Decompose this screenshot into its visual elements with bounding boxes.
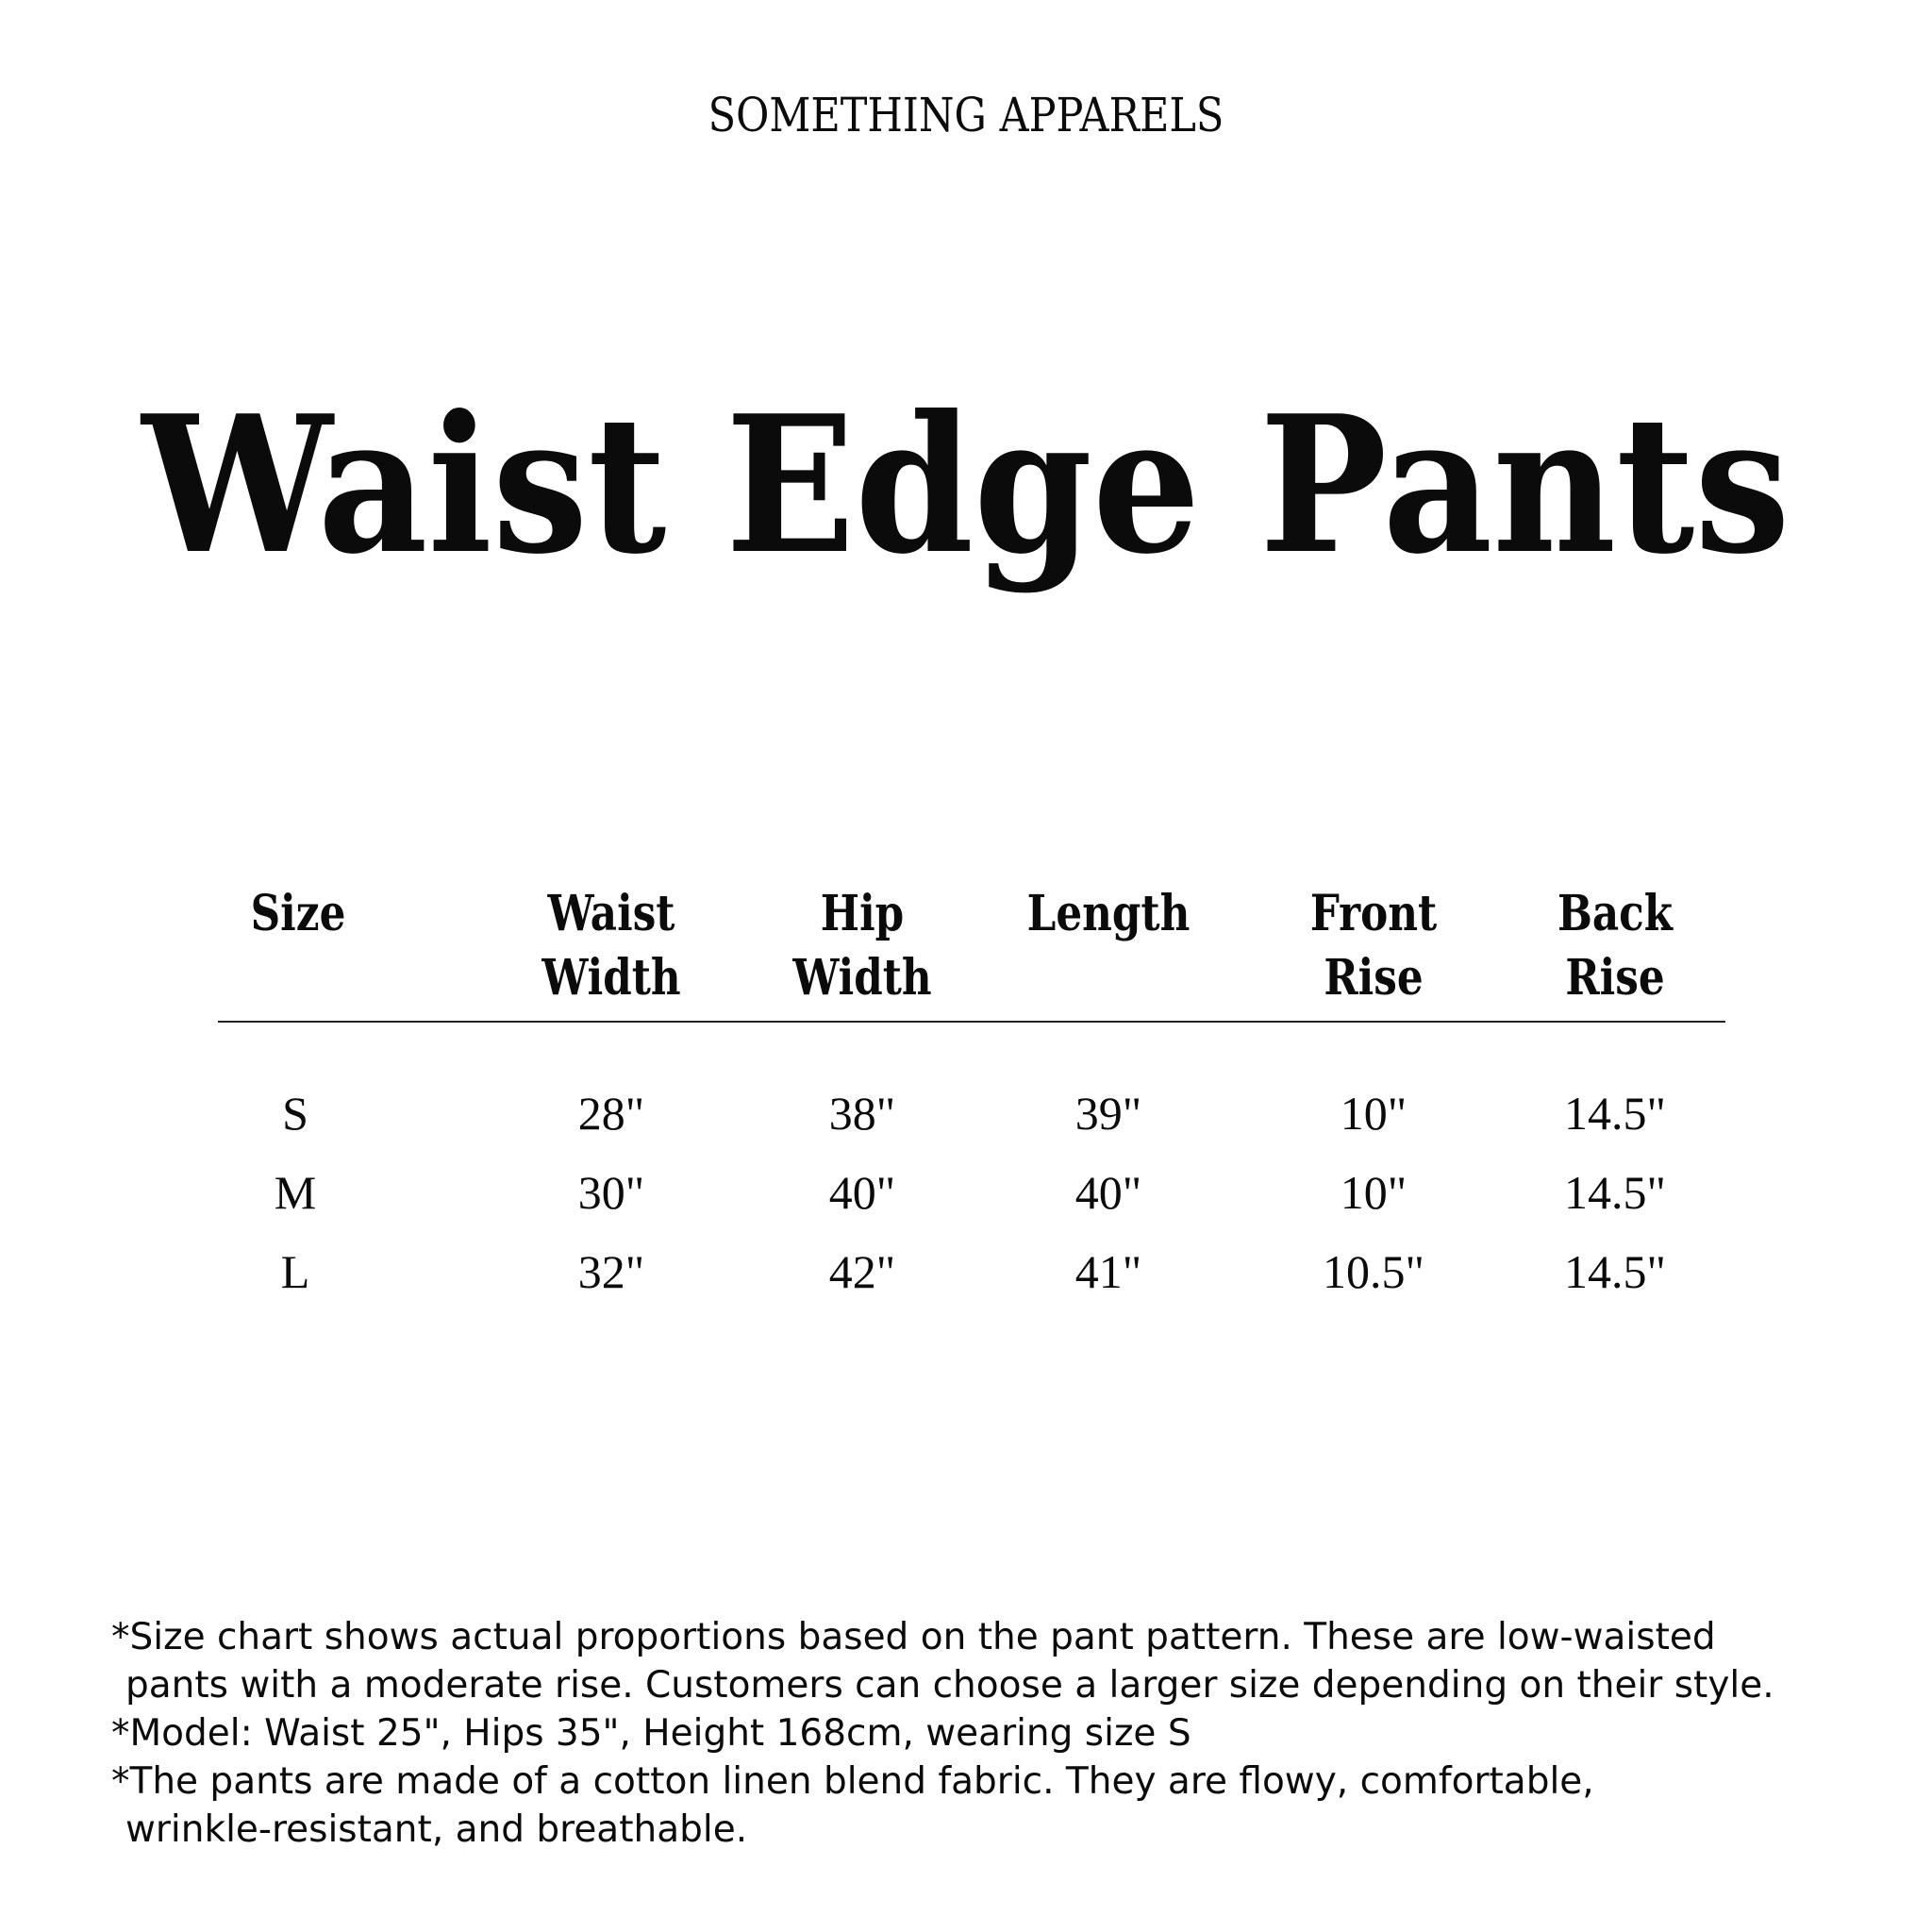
- table-cell-length: 40": [1074, 1166, 1142, 1219]
- table-cell-front-rise: 10.5": [1323, 1245, 1424, 1298]
- header-front-rise: Front Rise: [1309, 885, 1438, 1007]
- header-waist-width: Waist Width: [541, 885, 681, 1007]
- table-cell-back-rise: 14.5": [1564, 1166, 1666, 1219]
- note-line: wrinkle-resistant, and breathable.: [125, 1808, 748, 1851]
- table-cell-back-rise: 14.5": [1564, 1245, 1666, 1298]
- brand-name: SOMETHING APPARELS: [708, 88, 1224, 142]
- header-back-rise: Back Rise: [1557, 885, 1674, 1007]
- table-cell-hip-width: 38": [828, 1087, 896, 1140]
- header-hip-width: Hip Width: [792, 885, 932, 1007]
- product-title: Waist Edge Pants: [142, 375, 1790, 596]
- table-cell-size: S: [282, 1087, 308, 1140]
- table-cell-size: L: [280, 1245, 310, 1298]
- table-cell-waist-width: 32": [577, 1245, 645, 1298]
- table-cell-hip-width: 40": [828, 1166, 896, 1219]
- note-line: *The pants are made of a cotton linen blend fabric. They are flowy, comfortable,: [111, 1760, 1594, 1803]
- table-cell-back-rise: 14.5": [1564, 1087, 1666, 1140]
- table-header-divider: [218, 1021, 1725, 1023]
- header-length: Length: [1026, 885, 1191, 942]
- size-notes: [111, 1613, 1885, 1854]
- table-cell-hip-width: 42": [828, 1245, 896, 1298]
- table-cell-waist-width: 30": [577, 1166, 645, 1219]
- header-size: Size: [250, 885, 346, 942]
- note-line: *Size chart shows actual proportions based on the pant pattern. These are low-waisted: [111, 1616, 1716, 1658]
- note-line: *Model: Waist 25", Hips 35", Height 168cm, wearing size S: [111, 1712, 1191, 1755]
- table-cell-length: 39": [1074, 1087, 1142, 1140]
- table-cell-size: M: [274, 1166, 317, 1219]
- table-cell-length: 41": [1074, 1245, 1142, 1298]
- table-cell-front-rise: 10": [1340, 1166, 1407, 1219]
- table-cell-front-rise: 10": [1340, 1087, 1407, 1140]
- note-line: pants with a moderate rise. Customers can choose a larger size depending on their style.: [125, 1664, 1774, 1707]
- table-cell-waist-width: 28": [577, 1087, 645, 1140]
